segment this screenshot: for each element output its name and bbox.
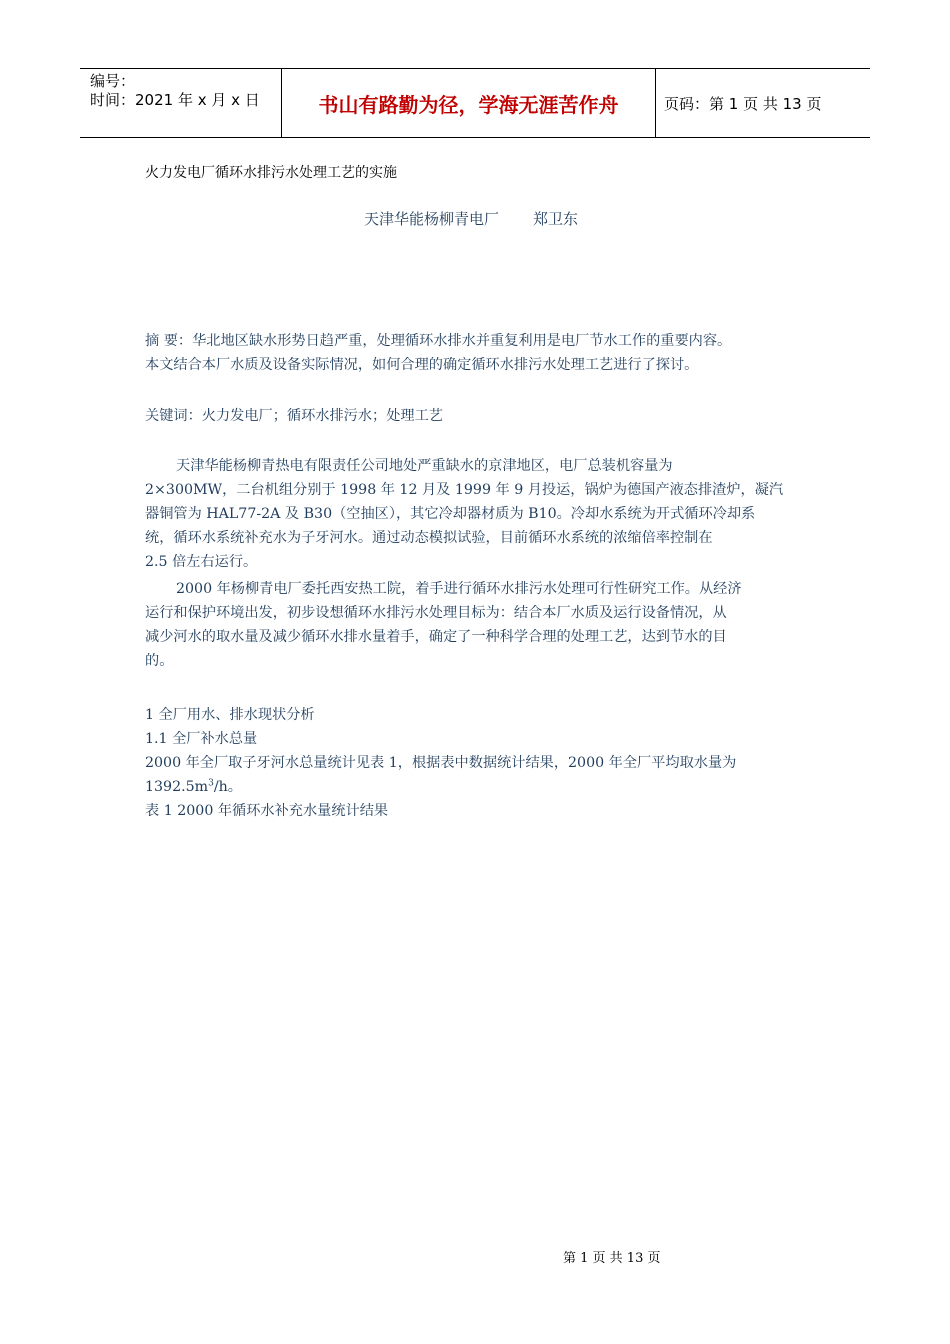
- paragraph-line: 减少河水的取水量及减少循环水排水量着手，确定了一种科学合理的处理工艺，达到节水的目: [145, 629, 727, 645]
- section-heading: 1 全厂用水、排水现状分析: [145, 707, 315, 723]
- paragraph-line: 2×300MW，二台机组分别于 1998 年 12 月及 1999 年 9 月投运，锅炉为德国产液态排渣炉，凝汽: [145, 482, 784, 498]
- section-1: [145, 703, 810, 823]
- paragraph-2: [145, 577, 810, 673]
- author-name: 郑卫东: [533, 210, 579, 228]
- paragraph-line: 2000 年杨柳青电厂委托西安热工院，着手进行循环水排污水处理可行性研究工作。从经济: [176, 581, 742, 597]
- header-table: [80, 68, 870, 138]
- author-org: 天津华能杨柳青电厂: [364, 210, 500, 228]
- paragraph-line: 2.5 倍左右运行。: [145, 554, 258, 570]
- author-line: [364, 208, 578, 229]
- header-left-cell: [80, 69, 282, 137]
- paragraph-line: $1392.5m^3/h$。: [145, 778, 242, 795]
- paragraph-line: 的。: [145, 653, 174, 669]
- abstract: [145, 329, 810, 377]
- time-label: 时间：2021 年 x 月 x 日: [90, 91, 260, 109]
- paragraph-line: 统，循环水系统补充水为子牙河水。通过动态模拟试验，目前循环水系统的浓缩倍率控制在: [145, 530, 713, 546]
- paragraph-line: 运行和保护环境出发，初步设想循环水排污水处理目标为：结合本厂水质及运行设备情况，从: [145, 605, 727, 621]
- motto: 书山有路勤为径，学海无涯苦作舟: [282, 69, 656, 137]
- abstract-line: 本文结合本厂水质及设备实际情况，如何合理的确定循环水排污水处理工艺进行了探讨。: [145, 357, 699, 373]
- number-label: 编号：: [90, 72, 136, 90]
- abstract-line: 摘 要：华北地区缺水形势日趋严重，处理循环水排水并重复利用是电厂节水工作的重要内容。: [145, 333, 732, 349]
- subsection-heading: 1.1 全厂补水总量: [145, 731, 258, 747]
- article-title: 火力发电厂循环水排污水处理工艺的实施: [145, 165, 397, 181]
- table-caption: 表 1 2000 年循环水补充水量统计结果: [145, 803, 389, 819]
- paragraph-line: 2000 年全厂取子牙河水总量统计见表 1，根据表中数据统计结果，2000 年全厂平均取水量为: [145, 755, 737, 771]
- page-label: 页码：第 1 页 共 13 页: [664, 94, 822, 113]
- footer-page-number: 第 1 页 共 13 页: [563, 1251, 661, 1266]
- keywords: 关键词：火力发电厂；循环水排污水；处理工艺: [145, 408, 443, 424]
- paragraph-line: 天津华能杨柳青热电有限责任公司地处严重缺水的京津地区，电厂总装机容量为: [176, 458, 673, 474]
- paragraph-1: [145, 454, 810, 574]
- paragraph-line: 器铜管为 HAL77-2A 及 B30（空抽区），其它冷却器材质为 B10。冷却水系统为开式循环冷却系: [145, 506, 756, 522]
